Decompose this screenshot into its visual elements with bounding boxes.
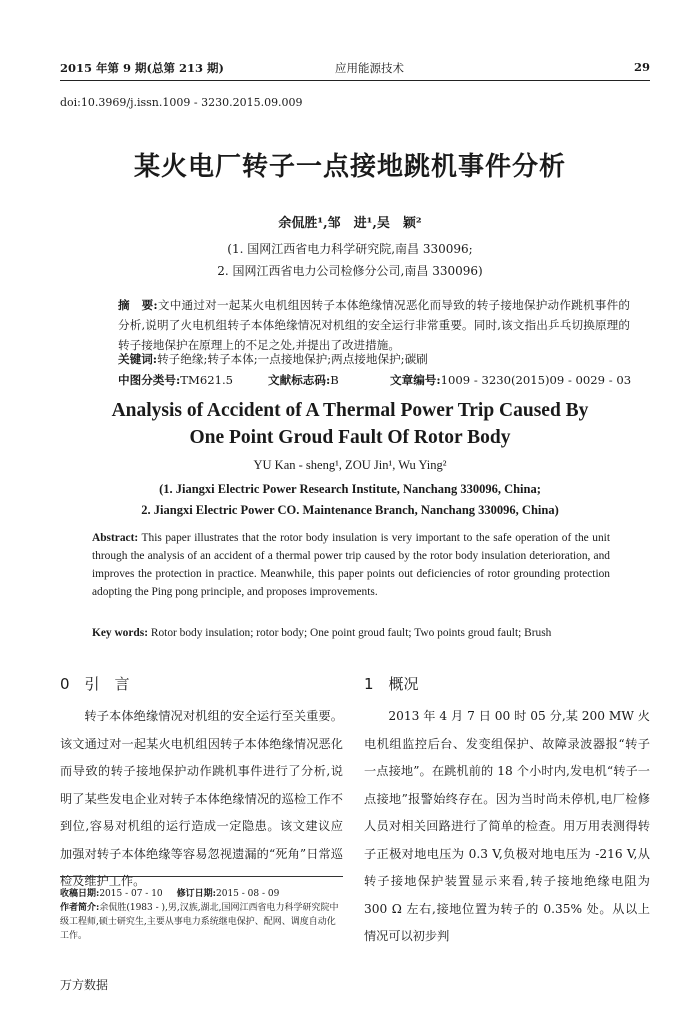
paper-title-en bbox=[0, 397, 700, 451]
abstract-cn bbox=[118, 295, 630, 355]
affiliation-en-1: (1. Jiangxi Electric Power Research Institute, Nanchang 330096, China; bbox=[159, 482, 541, 496]
footnote-bio: 作者简介:余侃胜(1983 - ),男,汉族,湖北,国网江西省电力科学研究院中级工程师,硕士研究生,主要从事电力系统继电保护、配网、调度自动化工作。 bbox=[60, 903, 339, 941]
author-bio: 余侃胜(1983 - ),男,汉族,湖北,国网江西省电力科学研究院中级工程师,硕士研究生,主要从事电力系统继电保护、配网、调度自动化工作。 bbox=[60, 903, 339, 941]
section-1-heading: 1 概况 bbox=[364, 675, 419, 693]
page-number: 29 bbox=[633, 60, 650, 74]
footnote bbox=[60, 876, 343, 943]
running-header bbox=[60, 58, 650, 81]
paper-title-en-line-2: One Point Groud Fault Of Rotor Body bbox=[189, 427, 511, 448]
column-right bbox=[364, 673, 650, 951]
affiliation-cn-1: (1. 国网江西省电力科学研究院,南昌 330096; bbox=[227, 242, 473, 256]
received-date: 2015 - 07 - 10 bbox=[99, 889, 163, 899]
clc-number: 中图分类号:TM621.5 bbox=[118, 373, 234, 387]
watermark: 万方数据 bbox=[60, 978, 109, 992]
abstract-cn-text: 文中通过对一起某火电机组因转子本体绝缘情况恶化而导致的转子接地保护动作跳机事件的分析,说明了火电机组转子本体绝缘情况对机组的安全运行非常重要。同时,该文指出乒乓切换原理的转子接地保护在原理上的不足之处,并提出了改进措施。 bbox=[118, 298, 630, 352]
keywords-cn-label: 关键词: bbox=[118, 352, 158, 366]
abstract-en-text: This paper illustrates that the rotor body insulation is very important to the safe operation of the unit through the analysis of an accident of a thermal power trip caused by the rotor body insulation deterioration, and improves the protection in practice. Meanwhile, this paper points out deficiencies of rotor grounding protection adopting the Ping pong principle, and proposes improvements. bbox=[92, 532, 610, 598]
article-number: 文章编号:1009 - 3230(2015)09 - 0029 - 03 bbox=[390, 373, 632, 387]
footnote-dates: 收稿日期:2015 - 07 - 10 修订日期:2015 - 08 - 09 bbox=[60, 889, 280, 899]
document-code: 文献标志码:B bbox=[268, 373, 339, 387]
affiliation-cn-2: 2. 国网江西省电力公司检修分公司,南昌 330096) bbox=[217, 264, 483, 278]
doi: doi:10.3969/j.issn.1009 - 3230.2015.09.009 bbox=[60, 96, 303, 109]
issue-info: 2015 年第 9 期(总第 213 期) bbox=[60, 61, 224, 75]
keywords-en-text: Rotor body insulation; rotor body; One point groud fault; Two points groud fault; Brush bbox=[150, 627, 552, 639]
section-1-body: 2013 年 4 月 7 日 00 时 05 分,某 200 MW 火电机组监控后台、发变组保护、故障录波器报“转子一点接地”。在跳机前的 18 个小时内,发电机“转子一点接地”报警始终存在。因为当时尚未停机,电厂检修人员对相关回路进行了简单的检查。用万用表测得转子正极对地电压为 0.3 V,负极对地电压为 -216 V,从转子接地保护装置显示来看,转子接地绝缘电阻为 300 Ω 左右,接地位置为转子的 0.35% 处。从以上情况可以初步判 bbox=[364, 709, 650, 943]
abstract-cn-label: 摘 要: bbox=[118, 298, 158, 312]
paper-title-en-line-1: Analysis of Accident of A Thermal Power Trip Caused By bbox=[111, 400, 589, 421]
abstract-en bbox=[92, 529, 610, 601]
column-left bbox=[60, 673, 343, 896]
authors-cn: 余侃胜¹,邹 进¹,吴 颖² bbox=[278, 216, 422, 231]
keywords-en bbox=[92, 624, 610, 642]
keywords-cn bbox=[118, 351, 428, 367]
authors-en: YU Kan - sheng¹, ZOU Jin¹, Wu Ying² bbox=[253, 458, 447, 472]
abstract-en-label: Abstract: bbox=[92, 532, 139, 544]
affiliation-en-2: 2. Jiangxi Electric Power CO. Maintenance Branch, Nanchang 330096, China) bbox=[141, 503, 559, 517]
journal-name: 应用能源技术 bbox=[335, 61, 404, 75]
paper-title-cn: 某火电厂转子一点接地跳机事件分析 bbox=[133, 152, 566, 182]
section-0-body: 转子本体绝缘情况对机组的安全运行至关重要。该文通过对一起某火电机组因转子本体绝缘情况恶化而导致的转子接地保护动作跳机事件进行了分析,说明了某些发电企业对转子本体绝缘情况的巡检工作不到位,容易对机组的运行造成一定隐患。该文建议应加强对转子本体绝缘等容易忽视遗漏的“死角”日常巡检及维护工作。 bbox=[60, 709, 343, 888]
revised-date: 2015 - 08 - 09 bbox=[216, 889, 280, 899]
section-0-heading: 0 引 言 bbox=[60, 675, 130, 693]
keywords-en-label: Key words: bbox=[92, 627, 148, 639]
keywords-cn-text: 转子绝缘;转子本体;一点接地保护;两点接地保护;碳刷 bbox=[157, 352, 428, 366]
